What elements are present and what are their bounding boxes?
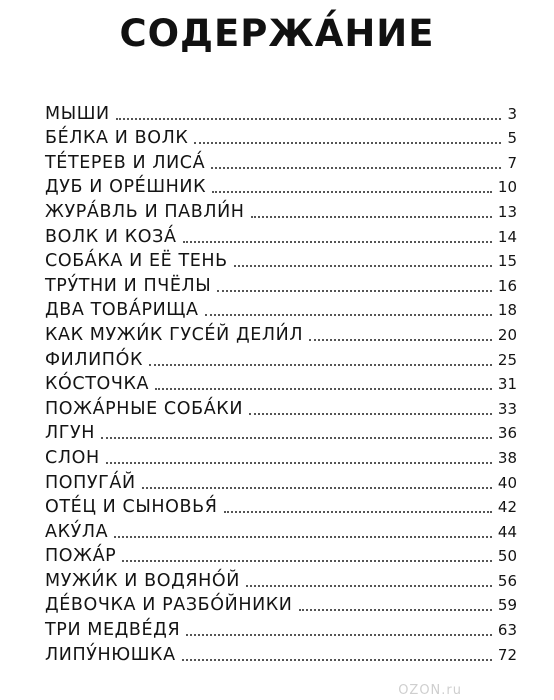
dot-leader	[183, 241, 492, 243]
table-of-contents	[45, 100, 517, 666]
toc-entry-page: 10	[497, 178, 517, 197]
toc-entry	[45, 198, 517, 223]
toc-entry	[45, 125, 517, 150]
toc-entry-title: ДВА ТОВА́РИЩА	[45, 300, 199, 321]
toc-entry-page: 59	[497, 596, 517, 615]
toc-entry-page: 42	[497, 498, 517, 517]
toc-entry-page: 50	[497, 547, 517, 566]
toc-entry-page: 16	[497, 276, 517, 295]
toc-entry	[45, 641, 517, 666]
dot-leader	[186, 634, 492, 636]
toc-entry	[45, 494, 517, 519]
dot-leader	[224, 511, 492, 513]
dot-leader	[309, 339, 492, 341]
toc-entry-page: 63	[497, 621, 517, 640]
toc-entry-page: 3	[507, 104, 517, 123]
toc-entry	[45, 543, 517, 568]
toc-entry	[45, 469, 517, 494]
toc-entry-title: ЛИПУ́НЮШКА	[45, 644, 176, 665]
dot-leader	[142, 487, 492, 489]
toc-entry-title: МЫШИ	[45, 103, 110, 124]
toc-entry-title: АКУ́ЛА	[45, 521, 109, 542]
dot-leader	[205, 314, 492, 316]
dot-leader	[217, 290, 492, 292]
toc-entry-title: ТЕ́ТЕРЕВ И ЛИСА́	[45, 152, 206, 173]
dot-leader	[249, 413, 492, 415]
dot-leader	[149, 364, 492, 366]
dot-leader	[122, 560, 492, 562]
dot-leader	[212, 191, 492, 193]
toc-entry	[45, 592, 517, 617]
toc-entry-page: 15	[497, 252, 517, 271]
toc-entry-page: 18	[497, 301, 517, 320]
dot-leader	[246, 585, 492, 587]
dot-leader	[234, 265, 492, 267]
toc-entry	[45, 100, 517, 125]
toc-entry-title: ОТЕ́Ц И СЫНОВЬЯ́	[45, 497, 218, 518]
toc-entry	[45, 248, 517, 273]
toc-entry	[45, 272, 517, 297]
toc-entry-title: ЛГУН	[45, 423, 96, 444]
toc-entry-title: КО́СТОЧКА	[45, 374, 150, 395]
toc-entry-title: ДЕ́ВОЧКА И РАЗБО́ЙНИКИ	[45, 595, 293, 616]
dot-leader	[101, 437, 492, 439]
dot-leader	[106, 462, 492, 464]
toc-entry-title: ТРУ́ТНИ И ПЧЁЛЫ	[45, 275, 212, 296]
toc-entry	[45, 567, 517, 592]
toc-entry-page: 44	[497, 522, 517, 541]
dot-leader	[155, 388, 492, 390]
toc-entry	[45, 518, 517, 543]
toc-entry	[45, 297, 517, 322]
toc-entry-page: 31	[497, 375, 517, 394]
toc-entry	[45, 616, 517, 641]
toc-entry-title: МУЖИ́К И ВОДЯНО́Й	[45, 570, 240, 591]
dot-leader	[299, 609, 492, 611]
toc-entry-page: 20	[497, 325, 517, 344]
toc-entry-page: 72	[497, 645, 517, 664]
toc-entry	[45, 321, 517, 346]
dot-leader	[182, 659, 492, 661]
toc-entry-title: КАК МУЖИ́К ГУСЕ́Й ДЕЛИ́Л	[45, 324, 304, 345]
dot-leader	[116, 118, 502, 120]
toc-entry-page: 14	[497, 227, 517, 246]
toc-entry	[45, 371, 517, 396]
toc-entry-page: 5	[507, 129, 517, 148]
toc-entry-page: 40	[497, 473, 517, 492]
toc-entry-title: ЖУРА́ВЛЬ И ПАВЛИ́Н	[45, 201, 245, 222]
toc-entry-page: 56	[497, 571, 517, 590]
toc-entry-title: ФИЛИПО́К	[45, 349, 143, 370]
toc-entry-page: 13	[497, 202, 517, 221]
toc-entry	[45, 395, 517, 420]
page-title: СОДЕРЖА́НИЕ	[119, 12, 435, 55]
toc-entry	[45, 420, 517, 445]
toc-entry	[45, 149, 517, 174]
toc-entry-page: 7	[507, 153, 517, 172]
toc-entry	[45, 346, 517, 371]
toc-entry-page: 25	[497, 350, 517, 369]
toc-entry-title: ДУБ И ОРЕ́ШНИК	[45, 177, 207, 198]
dot-leader	[194, 142, 501, 144]
toc-entry-title: БЕ́ЛКА И ВОЛК	[45, 128, 189, 149]
dot-leader	[114, 536, 492, 538]
toc-entry-page: 36	[497, 424, 517, 443]
watermark: OZON.ru	[398, 683, 462, 698]
toc-entry-title: ВОЛК И КОЗА́	[45, 226, 177, 247]
toc-entry-title: ПОПУГА́Й	[45, 472, 136, 493]
toc-entry-title: ПОЖА́РНЫЕ СОБА́КИ	[45, 398, 244, 419]
toc-entry-title: ТРИ МЕДВЕ́ДЯ	[45, 620, 181, 641]
toc-entry-title: СЛОН	[45, 447, 100, 468]
toc-entry-page: 38	[497, 448, 517, 467]
dot-leader	[211, 167, 501, 169]
toc-entry	[45, 174, 517, 199]
toc-entry-page: 33	[497, 399, 517, 418]
toc-entry-title: СОБА́КА И ЕЁ ТЕНЬ	[45, 251, 228, 272]
dot-leader	[251, 216, 492, 218]
toc-entry	[45, 444, 517, 469]
toc-entry-title: ПОЖА́Р	[45, 546, 117, 567]
toc-entry	[45, 223, 517, 248]
